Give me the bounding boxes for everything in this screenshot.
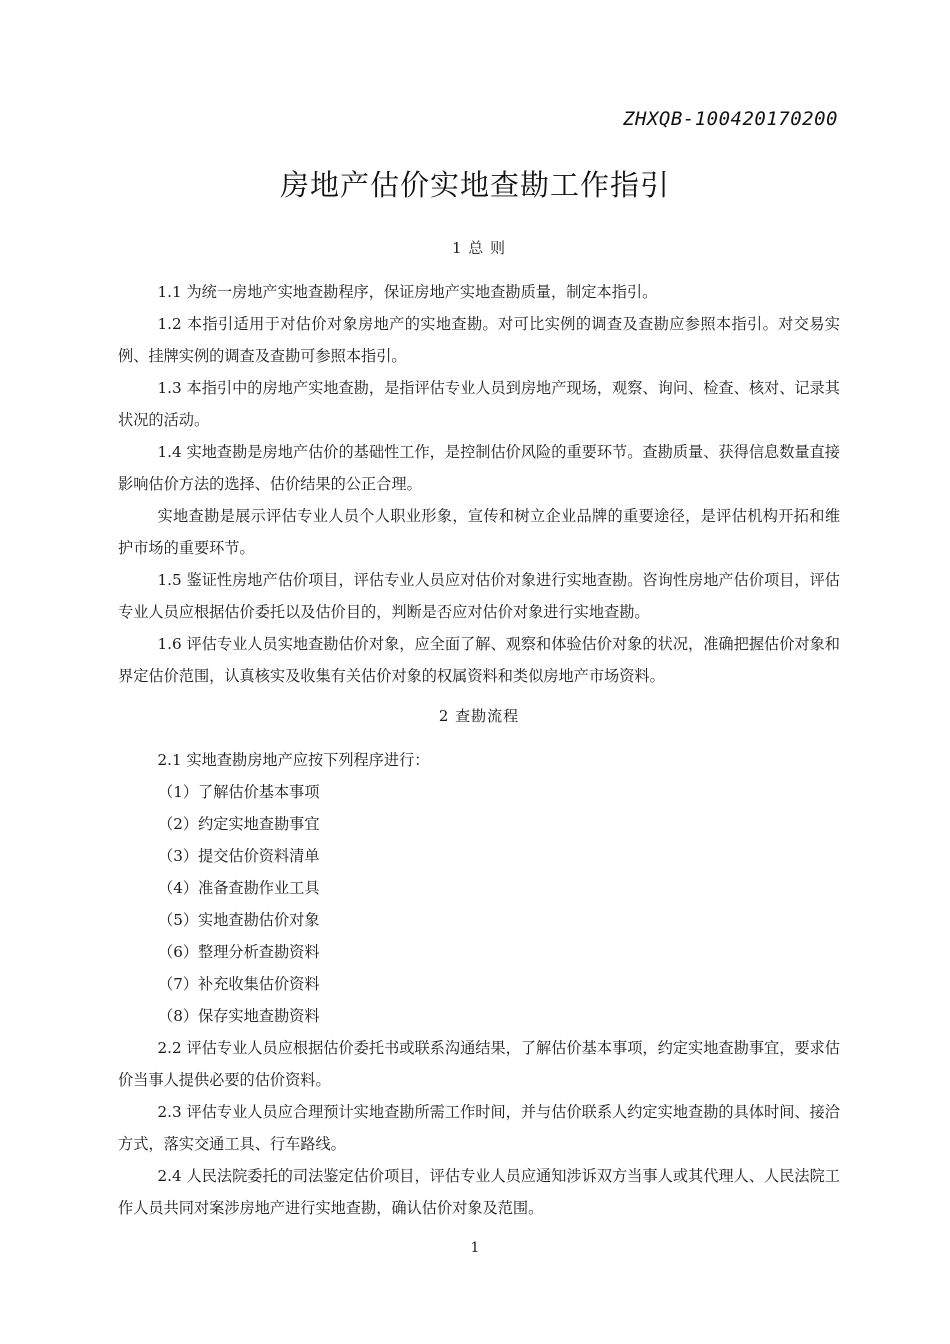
- paragraph: 1.3 本指引中的房地产实地查勘，是指评估专业人员到房地产现场，观察、询问、检查、核对、记录其状况的活动。: [118, 379, 840, 429]
- list-item: （8）保存实地查勘资料: [158, 1007, 320, 1025]
- list-item: （3）提交估价资料清单: [158, 847, 320, 865]
- document-title: 房地产估价实地查勘工作指引: [279, 168, 670, 202]
- paragraph: 实地查勘是展示评估专业人员个人职业形象，宣传和树立企业品牌的重要途径，是评估机构开拓和维护市场的重要环节。: [118, 507, 840, 557]
- paragraph: 2.4 人民法院委托的司法鉴定估价项目，评估专业人员应通知涉诉双方当事人或其代理人、人民法院工作人员共同对案涉房地产进行实地查勘，确认估价对象及范围。: [118, 1167, 840, 1217]
- paragraph: 2.2 评估专业人员应根据估价委托书或联系沟通结果，了解估价基本事项，约定实地查勘事宜，要求估价当事人提供必要的估价资料。: [118, 1039, 840, 1089]
- paragraph: 1.1 为统一房地产实地查勘程序，保证房地产实地查勘质量，制定本指引。: [157, 283, 658, 301]
- list-item: （6）整理分析查勘资料: [158, 943, 320, 961]
- list-item: （4）准备查勘作业工具: [158, 879, 320, 897]
- page-number: 1: [470, 1240, 480, 1256]
- list-item: （1）了解估价基本事项: [158, 783, 320, 801]
- list-item: （7）补充收集估价资料: [158, 975, 320, 993]
- section-heading-general: 1 总 则: [451, 239, 507, 257]
- paragraph: 1.6 评估专业人员实地查勘估价对象，应全面了解、观察和体验估价对象的状况，准确把握估价对象和界定估价范围，认真核实及收集有关估价对象的权属资料和类似房地产市场资料。: [118, 635, 840, 685]
- paragraph: 2.3 评估专业人员应合理预计实地查勘所需工作时间，并与估价联系人约定实地查勘的具体时间、接洽方式，落实交通工具、行车路线。: [118, 1103, 840, 1153]
- document-code: ZHXQB-100420170200: [623, 108, 838, 130]
- list-item: （5）实地查勘估价对象: [158, 911, 320, 929]
- document-body: [118, 232, 840, 1224]
- paragraph: 1.4 实地查勘是房地产估价的基础性工作，是控制估价风险的重要环节。查勘质量、获得信息数量直接影响估价方法的选择、估价结果的公正合理。: [118, 443, 840, 493]
- section-heading-process: 2 查勘流程: [438, 707, 520, 725]
- paragraph: 1.2 本指引适用于对估价对象房地产的实地查勘。对可比实例的调查及查勘应参照本指引。对交易实例、挂牌实例的调查及查勘可参照本指引。: [118, 315, 840, 365]
- paragraph: 2.1 实地查勘房地产应按下列程序进行：: [157, 751, 430, 769]
- paragraph: 1.5 鉴证性房地产估价项目，评估专业人员应对估价对象进行实地查勘。咨询性房地产估价项目，评估专业人员应根据估价委托以及估价目的，判断是否应对估价对象进行实地查勘。: [118, 571, 840, 621]
- list-item: （2）约定实地查勘事宜: [158, 815, 320, 833]
